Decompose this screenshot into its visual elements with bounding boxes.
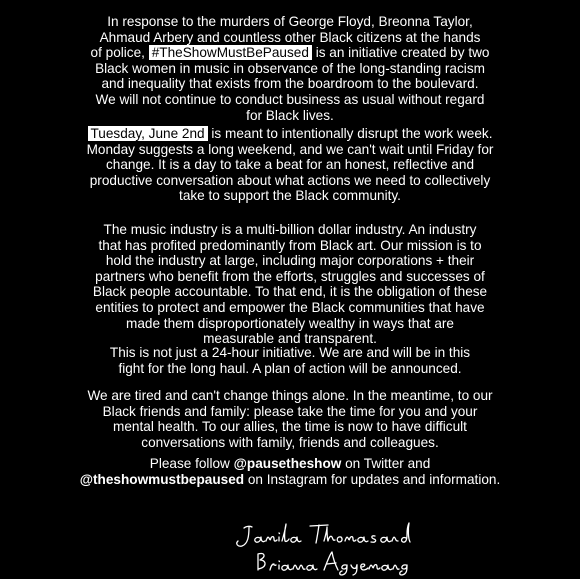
paragraph-intro: [8, 14, 572, 123]
intro-text-b: is an initiative created by two Black women in music in observance of the long-standing racism and inequality that exists from the boardroom to the boulevard. We will not continue to conduct business as usual without regard for Black lives.: [95, 45, 490, 123]
hashtag-highlight: #TheShowMustBePaused: [149, 45, 312, 60]
follow-text-b: on Twitter and: [345, 456, 431, 471]
instagram-handle: @theshowmustbepaused: [79, 471, 245, 487]
paragraph-allies: We are tired and can't change things alone. In the meantime, to our Black friends and family: please take the time for you and your mental health. To our allies, the time is now to have difficult conversations with family, friends and colleagues.: [87, 388, 493, 450]
paragraph-mission: The music industry is a multi-billion dollar industry. An industry that has profited predominantly from Black art. Our mission is to hold the industry at large, including major corporations + their partners who benefit from the efforts, struggles and successes of Black people accountable. To that end, it is the obligation of these entities to protect and empower the Black communities that have made them disproportionately wealthy in ways that are measurable and transparent.: [92, 222, 488, 347]
intro-text-a: In response to the murders of George Floyd, Breonna Taylor, Ahmaud Arbery and countless other Black citizens at the hands of police,: [90, 14, 481, 61]
handwritten-signature: [220, 514, 420, 576]
date-text: is meant to intentionally disrupt the work week. Monday suggests a long weekend, and we can't wait until Friday for change. It is a day to take a beat for an honest, reflective and productive conversation about what actions we need to collectively take to support the Black community.: [86, 126, 494, 204]
paragraph-follow: [8, 456, 572, 487]
follow-text-c: on Instagram for updates and information.: [247, 471, 501, 487]
signature-icon: [220, 514, 420, 576]
twitter-handle: @pausetheshow: [233, 456, 342, 471]
date-highlight: Tuesday, June 2nd: [88, 126, 208, 141]
paragraph-date: [8, 126, 572, 204]
paragraph-initiative: This is not just a 24-hour initiative. We are and will be in this fight for the long haul. A plan of action will be announced.: [109, 345, 471, 376]
follow-text-a: Please follow: [149, 456, 230, 471]
